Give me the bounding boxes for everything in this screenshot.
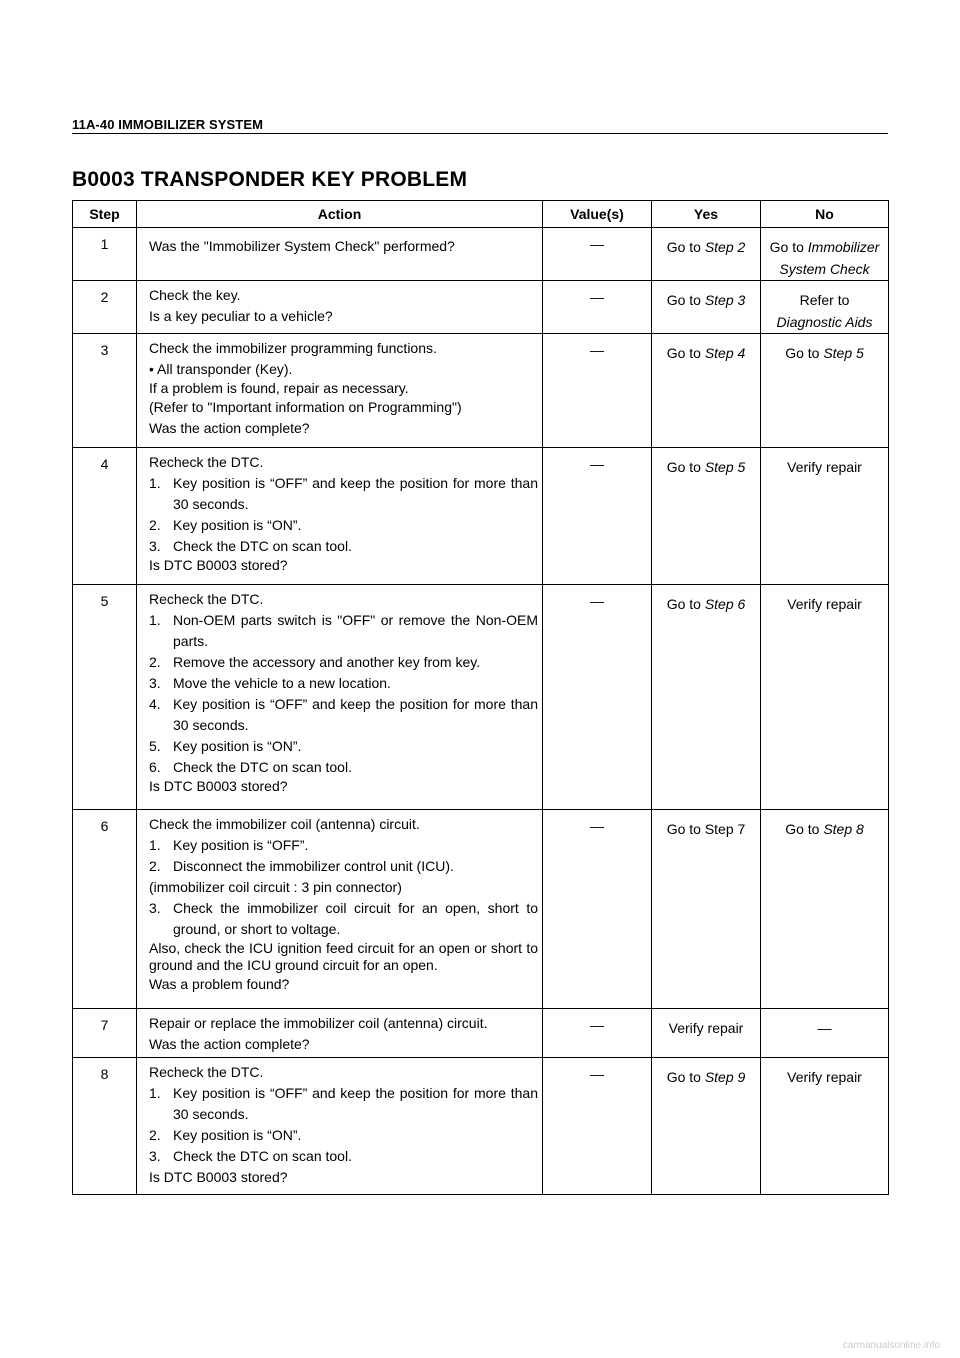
list-item: 4. Key position is “OFF” and keep the position for more than 30 seconds. bbox=[149, 696, 538, 733]
no-cell: Go to Immobilizer System Check bbox=[761, 228, 889, 281]
table-row bbox=[73, 1009, 889, 1058]
table-row bbox=[73, 585, 889, 810]
list-item: 2. Disconnect the immobilizer control unit (ICU). bbox=[149, 858, 454, 874]
action-cell: Check the key. Is a key peculiar to a vehicle? bbox=[137, 281, 543, 334]
dash-text: — bbox=[590, 818, 604, 834]
col-header-step: Step bbox=[73, 201, 137, 228]
no-cell: Verify repair bbox=[761, 448, 889, 585]
yes-cell: Go to Step 3 bbox=[652, 281, 761, 334]
list-item: 3. Check the immobilizer coil circuit for an open, short to ground, or short to voltage. bbox=[149, 900, 538, 937]
action-cell: Repair or replace the immobilizer coil (antenna) circuit. Was the action complete? bbox=[137, 1009, 543, 1058]
list-item: 1. Key position is “OFF” and keep the position for more than 30 seconds. bbox=[149, 1085, 538, 1122]
list-item: 5. Key position is “ON”. bbox=[149, 738, 302, 754]
step-number: 8 bbox=[73, 1058, 137, 1195]
step-number: 5 bbox=[73, 585, 137, 810]
step-number: 4 bbox=[73, 448, 137, 585]
list-item: 1. Non-OEM parts switch is "OFF" or remove the Non-OEM parts. bbox=[149, 612, 538, 649]
table-header-row bbox=[73, 201, 889, 228]
dash-text: — bbox=[590, 1066, 604, 1082]
value-cell bbox=[543, 334, 652, 448]
step-number: 6 bbox=[73, 810, 137, 1009]
dash-text: — bbox=[590, 593, 604, 609]
yes-cell: Go to Step 4 bbox=[652, 334, 761, 448]
yes-cell: Go to Step 6 bbox=[652, 585, 761, 810]
dash-text: — bbox=[590, 289, 604, 305]
list-item: 2. Key position is “ON”. bbox=[149, 1127, 302, 1143]
value-cell bbox=[543, 448, 652, 585]
table-row bbox=[73, 448, 889, 585]
value-cell bbox=[543, 1058, 652, 1195]
dash-text: — bbox=[817, 1020, 832, 1036]
diagnostic-table bbox=[72, 200, 889, 1195]
action-cell: Check the immobilizer coil (antenna) circuit. 1. Key position is “OFF”. 2. Disconnect the immobilizer control unit (ICU). (immobilizer coil circuit : 3 pin connector) 3. Check the immobilizer coil circuit for an open, short to ground, or short to voltage. Also, check the ICU ignition feed circuit for an open or short to ground and the ICU ground circuit for an open. Was a problem found? bbox=[137, 810, 543, 1009]
col-header-yes: Yes bbox=[652, 201, 761, 228]
step-number: 7 bbox=[73, 1009, 137, 1058]
step-number: 1 bbox=[73, 228, 137, 281]
action-cell: Recheck the DTC. 1. Non-OEM parts switch is "OFF" or remove the Non-OEM parts. 2. Remove the accessory and another key from key. 3. Move the vehicle to a new location. 4. Key position is “OFF” and keep the position for more than 30 seconds. 5. Key position is “ON”. 6. Check the DTC on scan tool. Is DTC B0003 stored? bbox=[137, 585, 543, 810]
dash-text: — bbox=[590, 456, 604, 472]
step-number: 3 bbox=[73, 334, 137, 448]
list-item: 1. Key position is “OFF” and keep the position for more than 30 seconds. bbox=[149, 475, 538, 512]
list-item: 1. Key position is “OFF”. bbox=[149, 837, 309, 853]
list-item: 3. Check the DTC on scan tool. bbox=[149, 538, 352, 554]
table-row bbox=[73, 1058, 889, 1195]
no-cell: Refer to Diagnostic Aids bbox=[761, 281, 889, 334]
yes-cell: Go to Step 7 bbox=[652, 810, 761, 1009]
action-cell: Check the immobilizer programming functions. • All transponder (Key). If a problem is found, repair as necessary. (Refer to "Important information on Programming") Was the action complete? bbox=[137, 334, 543, 448]
no-cell: Go to Step 5 bbox=[761, 334, 889, 448]
list-item: 6. Check the DTC on scan tool. bbox=[149, 759, 352, 775]
no-cell bbox=[761, 1009, 889, 1058]
col-header-no: No bbox=[761, 201, 889, 228]
value-cell bbox=[543, 228, 652, 281]
table-row bbox=[73, 228, 889, 281]
list-item: 3. Check the DTC on scan tool. bbox=[149, 1148, 352, 1164]
value-cell bbox=[543, 1009, 652, 1058]
no-cell: Verify repair bbox=[761, 585, 889, 810]
table-row bbox=[73, 281, 889, 334]
yes-cell: Go to Step 2 bbox=[652, 228, 761, 281]
list-item: 2. Remove the accessory and another key from key. bbox=[149, 654, 481, 670]
value-cell bbox=[543, 585, 652, 810]
col-header-values: Value(s) bbox=[543, 201, 652, 228]
yes-cell: Go to Step 5 bbox=[652, 448, 761, 585]
list-item: 2. Key position is “ON”. bbox=[149, 517, 302, 533]
no-cell: Verify repair bbox=[761, 1058, 889, 1195]
no-cell: Go to Step 8 bbox=[761, 810, 889, 1009]
header-text: 11A-40 IMMOBILIZER SYSTEM bbox=[72, 117, 264, 132]
action-cell: Recheck the DTC. 1. Key position is “OFF” and keep the position for more than 30 seconds. 2. Key position is “ON”. 3. Check the DTC on scan tool. Is DTC B0003 stored? bbox=[137, 448, 543, 585]
dash-text: — bbox=[590, 1017, 604, 1033]
value-cell bbox=[543, 281, 652, 334]
yes-cell: Go to Step 9 bbox=[652, 1058, 761, 1195]
action-cell: Recheck the DTC. 1. Key position is “OFF” and keep the position for more than 30 seconds. 2. Key position is “ON”. 3. Check the DTC on scan tool. Is DTC B0003 stored? bbox=[137, 1058, 543, 1195]
list-item: 3. Move the vehicle to a new location. bbox=[149, 675, 391, 691]
value-cell bbox=[543, 810, 652, 1009]
table-row bbox=[73, 334, 889, 448]
page-title: B0003 TRANSPONDER KEY PROBLEM bbox=[72, 168, 468, 191]
watermark: carmanualsonline.info bbox=[842, 1340, 940, 1351]
yes-cell: Verify repair bbox=[652, 1009, 761, 1058]
table-row bbox=[73, 810, 889, 1009]
action-cell: Was the "Immobilizer System Check" performed? bbox=[137, 228, 543, 281]
page-header bbox=[72, 116, 888, 134]
dash-text: — bbox=[590, 236, 604, 252]
dash-text: — bbox=[590, 342, 604, 358]
col-header-action: Action bbox=[137, 201, 543, 228]
step-number: 2 bbox=[73, 281, 137, 334]
